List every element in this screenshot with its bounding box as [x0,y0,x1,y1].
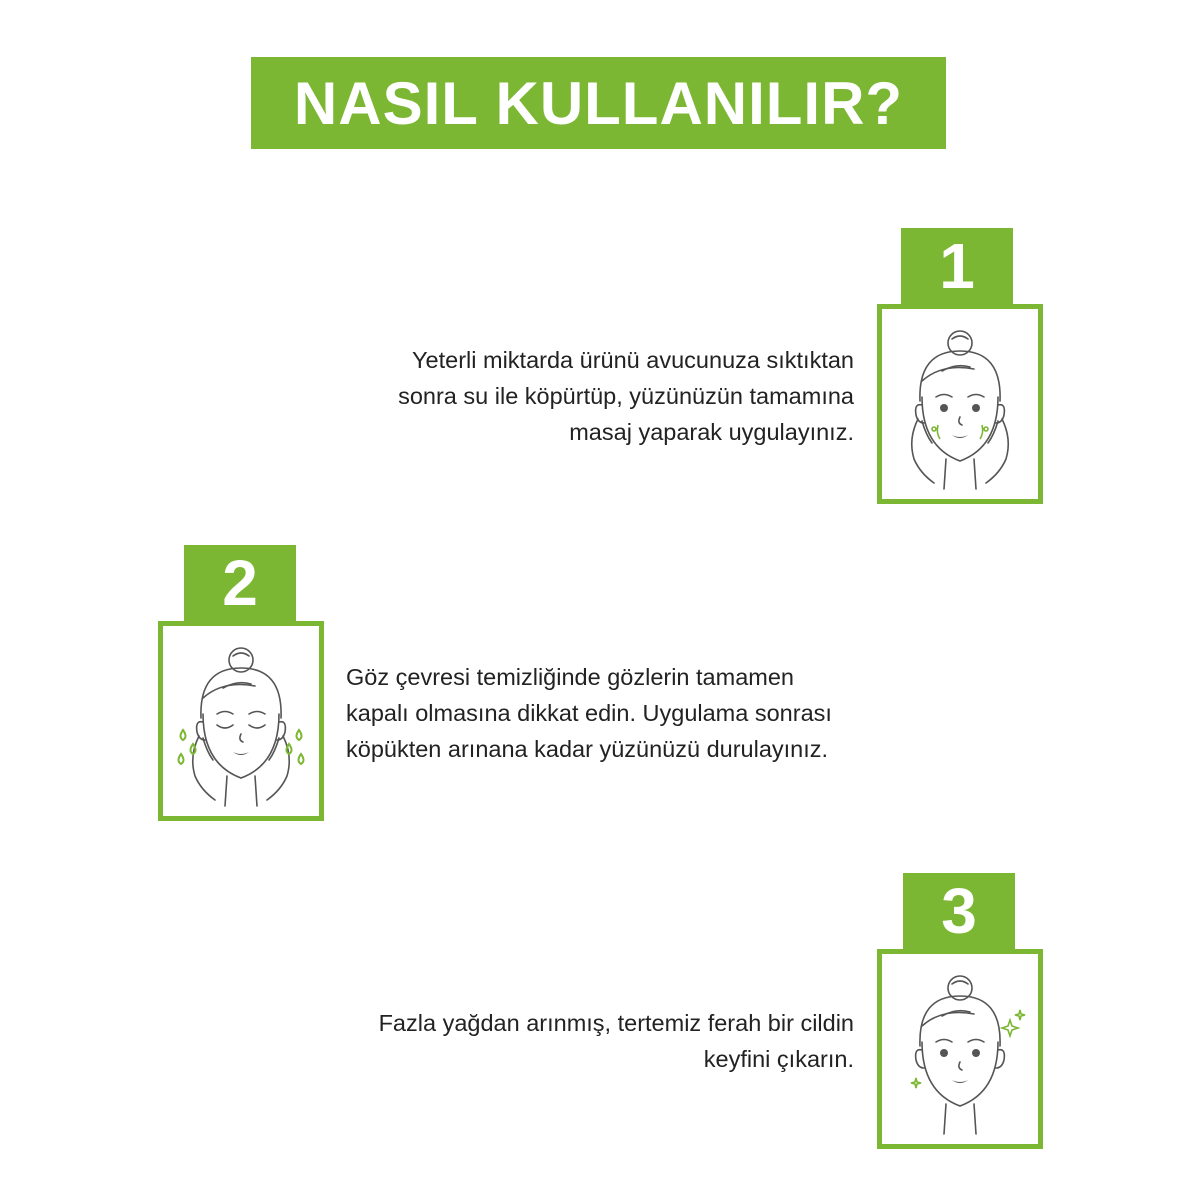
step-2-text [346,659,832,767]
step-2-line-3: köpükten arınana kadar yüzünüzü durulayınız. [346,736,829,762]
step-1-text [398,342,854,450]
title-banner [251,57,946,149]
step-1-illustration [877,304,1043,504]
step-2-illustration [158,621,324,821]
step-3-line-2: keyfini çıkarın. [703,1046,854,1072]
step-3-illustration [877,949,1043,1149]
step-1-line-2: sonra su ile köpürtüp, yüzünüzün tamamına [398,383,854,409]
step-number-1: 1 [901,228,1013,304]
step-3-text [379,1005,854,1077]
face-massage-icon [882,309,1038,499]
step-1-line-1: Yeterli miktarda ürünü avucunuza sıktıktan [412,347,854,373]
step-2-line-2: kapalı olmasına dikkat edin. Uygulama sonrası [346,700,832,726]
face-rinse-icon [163,626,319,816]
page-title: NASIL KULLANILIR? [293,69,904,137]
step-3-line-1: Fazla yağdan arınmış, tertemiz ferah bir cildin [378,1010,854,1036]
step-1-line-3: masaj yaparak uygulayınız. [569,419,854,445]
face-fresh-icon [882,954,1038,1144]
step-number-3: 3 [903,873,1015,949]
step-number-2: 2 [184,545,296,621]
step-2-line-1: Göz çevresi temizliğinde gözlerin tamamen [346,664,794,690]
